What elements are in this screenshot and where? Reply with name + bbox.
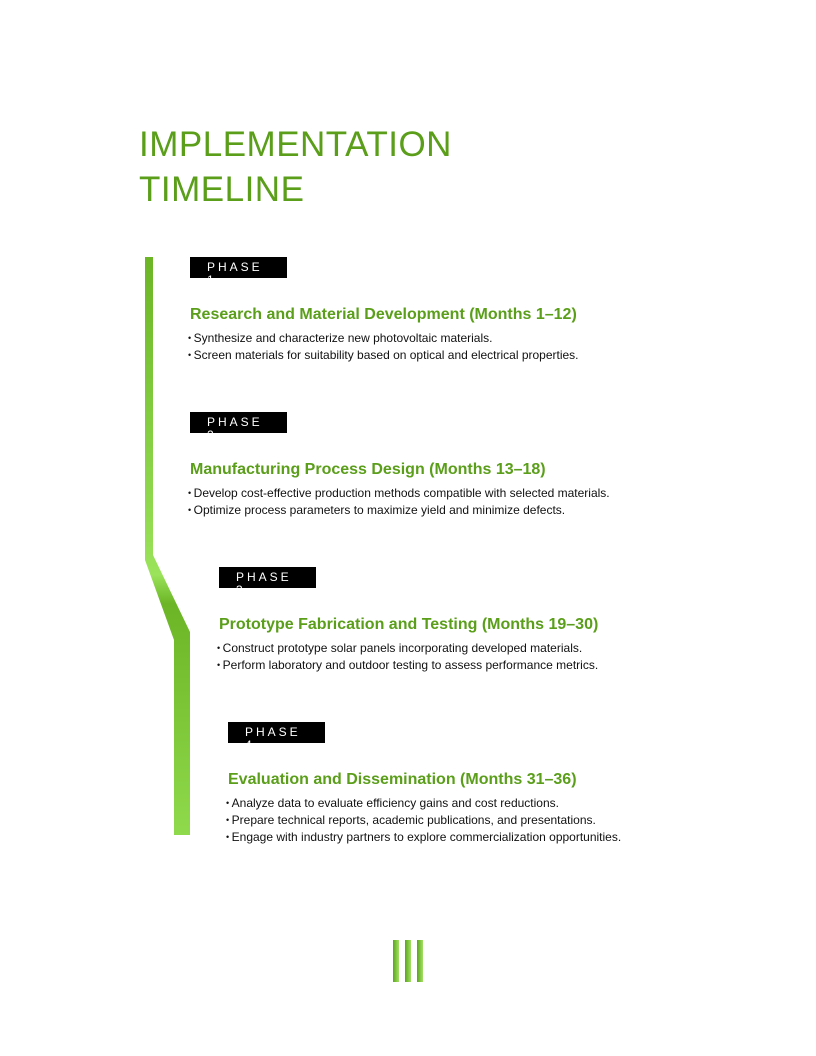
phase-tag: PHASE 2 [190, 412, 287, 433]
bullet: • Optimize process parameters to maximize yield and minimize defects. [188, 502, 610, 519]
phase-bullets [217, 640, 598, 674]
phase-bullets [188, 330, 579, 364]
page-title [139, 122, 452, 212]
timeline-line [145, 257, 190, 835]
phase-tag: PHASE 1 [190, 257, 287, 278]
phase-2 [190, 412, 610, 519]
phase-3 [219, 567, 598, 674]
decor-bar [393, 940, 399, 982]
phase-tag: PHASE 3 [219, 567, 316, 588]
bullet: • Prepare technical reports, academic publications, and presentations. [226, 812, 621, 829]
bullet: • Engage with industry partners to explore commercialization opportunities. [226, 829, 621, 846]
decor-bar [405, 940, 411, 982]
bullet: • Construct prototype solar panels incorporating developed materials. [217, 640, 598, 657]
title-line: TIMELINE [139, 170, 305, 209]
bullet: • Analyze data to evaluate efficiency gains and cost reductions. [226, 795, 621, 812]
phase-title: Research and Material Development (Months 1–12) [190, 306, 577, 323]
phase-tag: PHASE 4 [228, 722, 325, 743]
bullet: • Synthesize and characterize new photovoltaic materials. [188, 330, 579, 347]
bullet: • Screen materials for suitability based on optical and electrical properties. [188, 347, 579, 364]
phase-title: Manufacturing Process Design (Months 13–18) [190, 461, 546, 478]
phase-4 [228, 722, 621, 846]
phase-title: Evaluation and Dissemination (Months 31–36) [228, 771, 577, 788]
decor-bar [417, 940, 423, 982]
phase-bullets [188, 485, 610, 519]
bullet: • Develop cost-effective production methods compatible with selected materials. [188, 485, 610, 502]
bullet: • Perform laboratory and outdoor testing to assess performance metrics. [217, 657, 598, 674]
phase-title: Prototype Fabrication and Testing (Months 19–30) [219, 616, 599, 633]
phase-bullets [226, 795, 621, 846]
phase-1 [190, 257, 579, 364]
title-line: IMPLEMENTATION [139, 125, 452, 164]
